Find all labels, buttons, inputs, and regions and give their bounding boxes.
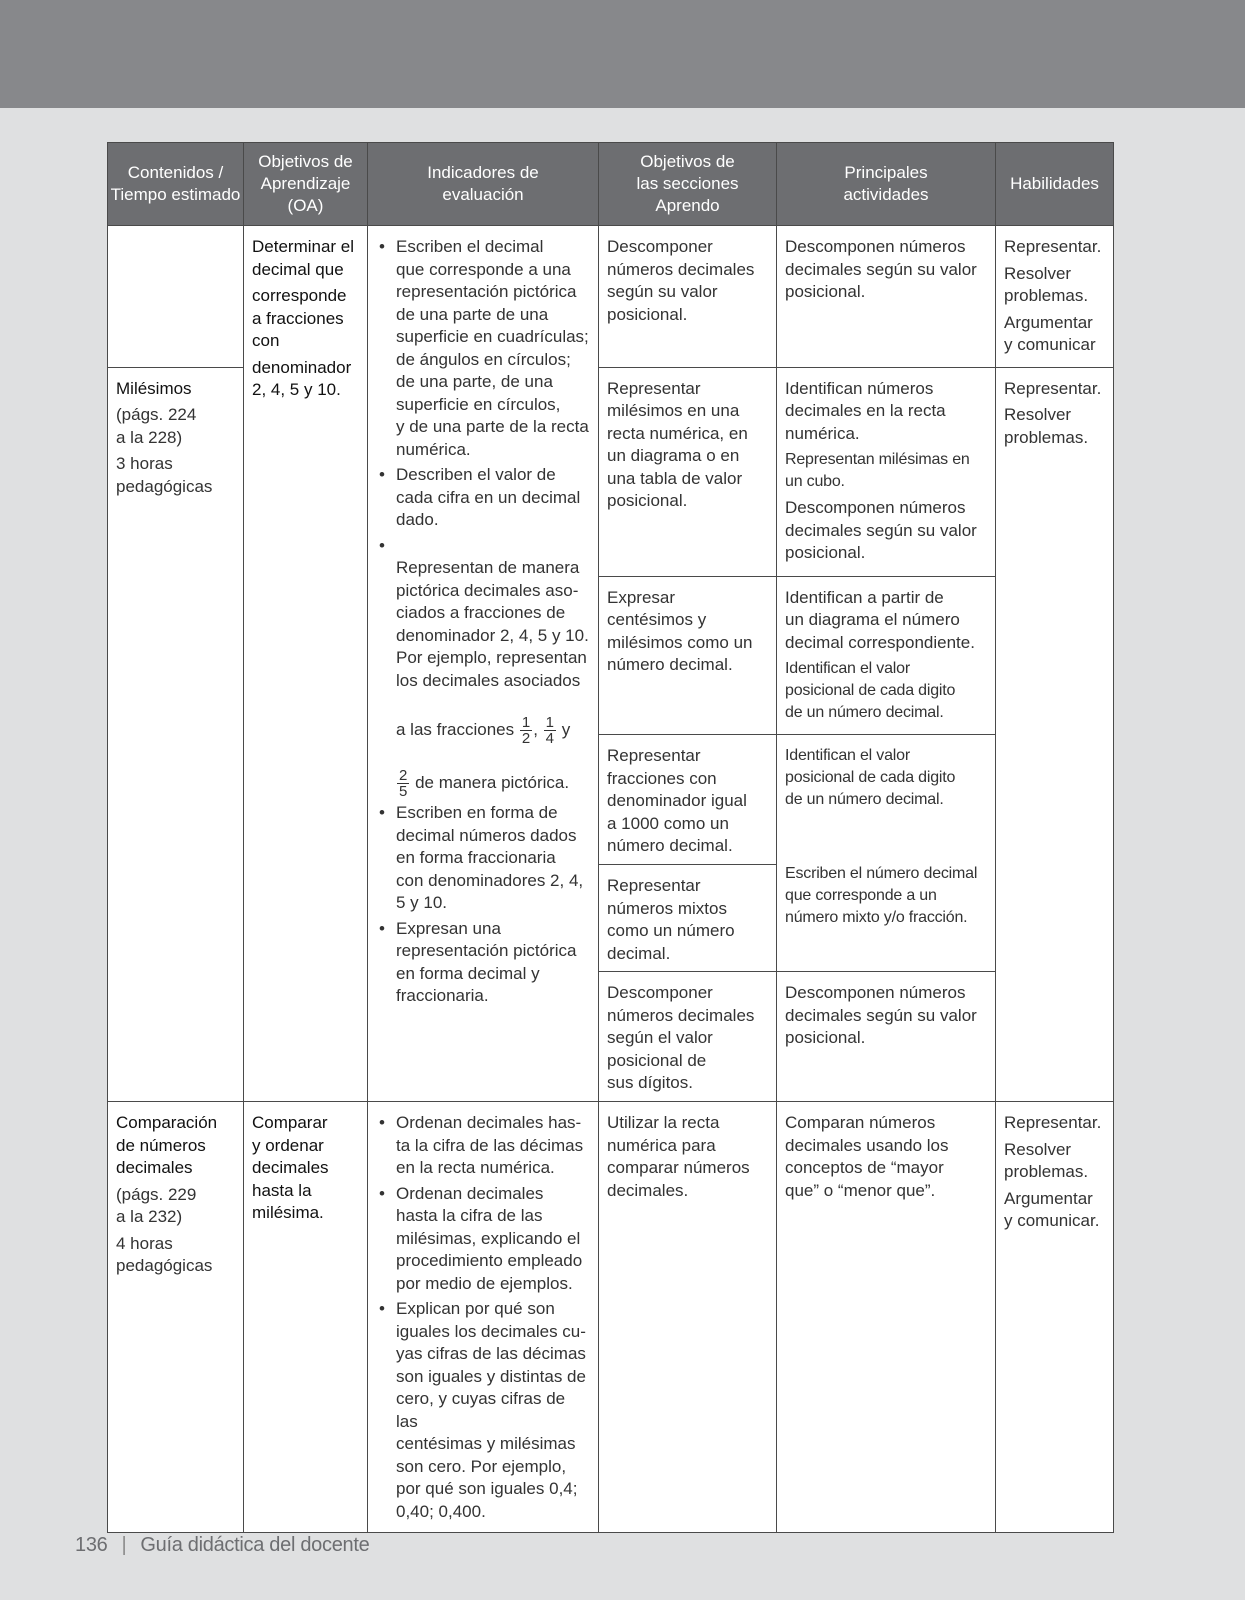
top-banner xyxy=(0,0,1245,108)
skills-cell: Representar. Resolver problemas. xyxy=(996,367,1114,1102)
content-time: 4 horas pedagógicas xyxy=(116,1233,213,1275)
objective-cell: Utilizar la recta numérica para comparar números decimales. xyxy=(599,1102,777,1533)
header-contenidos: Contenidos / Tiempo estimado xyxy=(108,143,244,226)
fraction: $\frac{2}{5}$ xyxy=(399,767,408,800)
content-time: 3 horas pedagógicas xyxy=(116,454,213,496)
oa-text: denominador 2, 4, 5 y 10. xyxy=(252,357,352,399)
list-item: • Escriben en forma de decimal números dados en forma fraccionaria con denominadores 2, 4, 5 y 10. xyxy=(396,802,590,915)
table-header-row xyxy=(108,143,1114,226)
indicators-cell-milesimos xyxy=(368,226,599,1102)
list-item: • Expresan una representación pictórica en forma decimal y fraccionaria. xyxy=(396,918,590,1008)
objective-cell: Descomponer números decimales según su valor posicional. xyxy=(599,226,777,368)
header-actividades: Principales actividades xyxy=(777,143,996,226)
table-row xyxy=(108,1102,1114,1533)
activities-cell: Identifican a partir de un diagrama el número decimal correspondiente. Identifican el valor posicional de cada digito de un número decimal. xyxy=(777,576,996,735)
header-objetivos-aprendizaje: Objetivos de Aprendizaje (OA) xyxy=(244,143,368,226)
objective-cell: Representar milésimos en una recta numérica, en un diagrama o en una tabla de valor posicional. xyxy=(599,367,777,576)
objective-cell: Representar fracciones con denominador igual a 1000 como un número decimal. xyxy=(599,735,777,865)
header-indicadores: Indicadores de evaluación xyxy=(368,143,599,226)
footer-separator: | xyxy=(121,1534,127,1556)
content-cell-empty xyxy=(108,226,244,368)
fraction: $\frac{1}{2}$ xyxy=(521,713,531,747)
content-pages: (págs. 224 a la 228) xyxy=(116,405,197,447)
objective-cell: Expresar centésimos y milésimos como un número decimal. xyxy=(599,576,777,735)
content-title: Comparación de números decimales xyxy=(116,1113,218,1177)
fraction: $\frac{1}{4}$ xyxy=(545,713,554,747)
activities-cell: Identifican números decimales en la recta numérica. Representan milésimas en un cubo. Descomponen números decimales según su valor posicional. xyxy=(777,367,996,576)
oa-cell-milesimos xyxy=(244,226,368,1102)
objective-cell: Representar números mixtos como un número decimal. xyxy=(599,865,777,972)
objective-cell: Descomponer números decimales según el valor posicional de sus dígitos. xyxy=(599,972,777,1102)
list-item: • Representan de manera pictórica decimales aso- ciados a fracciones de denominador 2, 4, 5 y 10. Por ejemplo, representan los decimales asociados a las fracciones $\frac{1}{2}$ , $\frac{1}{4}$ y $\frac{2}{5}$ de manera pictórica. xyxy=(396,535,590,800)
activities-cell: Comparan números decimales usando los conceptos de “mayor que” o “menor que”. xyxy=(777,1102,996,1533)
guide-title: Guía didáctica del docente xyxy=(140,1534,370,1556)
oa-text: corresponde a fracciones con xyxy=(252,286,347,350)
list-item: • Explican por qué son iguales los decimales cu- yas cifras de las décimas son iguales y distintas de cero, y cuyas cifras de las centésimas y milésimas son cero. Por ejemplo, por qué son iguales 0,4; 0,40; 0,400. xyxy=(396,1298,590,1523)
list-item: • Describen el valor de cada cifra en un decimal dado. xyxy=(396,464,590,532)
indicators-cell-comparacion xyxy=(368,1102,599,1533)
skills-cell: Representar. Resolver problemas. Argumentar y comunicar xyxy=(996,226,1114,368)
list-item: • Ordenan decimales has- ta la cifra de las décimas en la recta numérica. xyxy=(396,1112,590,1180)
header-habilidades: Habilidades xyxy=(996,143,1114,226)
skills-cell: Representar. Resolver problemas. Argumentar y comunicar. xyxy=(996,1102,1114,1533)
header-objetivos-secciones: Objetivos de las secciones Aprendo xyxy=(599,143,777,226)
activities-cell: Identifican el valor posicional de cada digito de un número decimal. Escriben el número decimal que corresponde a un número mixto y/o fracción. xyxy=(777,735,996,972)
content-cell-comparacion xyxy=(108,1102,244,1533)
list-item: • Escriben el decimal que corresponde a una representación pictórica de una parte de una superficie en cuadrículas; de ángulos en círculos; de una parte, de una superficie en círculos, y de una parte de la recta numérica. xyxy=(396,236,590,461)
page-number: 136 xyxy=(75,1534,108,1556)
list-item: • Ordenan decimales hasta la cifra de las milésimas, explicando el procedimiento empleado por medio de ejemplos. xyxy=(396,1183,590,1296)
oa-cell-comparacion: Comparar y ordenar decimales hasta la milésima. xyxy=(244,1102,368,1533)
content-cell-milesimos xyxy=(108,367,244,1102)
activities-cell: Descomponen números decimales según su valor posicional. xyxy=(777,226,996,368)
table-row xyxy=(108,226,1114,368)
planning-table xyxy=(107,142,1114,1533)
content-title: Milésimos xyxy=(116,378,192,398)
oa-text: Determinar el decimal que xyxy=(252,237,355,279)
content-pages: (págs. 229 a la 232) xyxy=(116,1184,197,1226)
activities-cell: Descomponen números decimales según su valor posicional. xyxy=(777,972,996,1102)
page-footer xyxy=(75,1534,369,1557)
